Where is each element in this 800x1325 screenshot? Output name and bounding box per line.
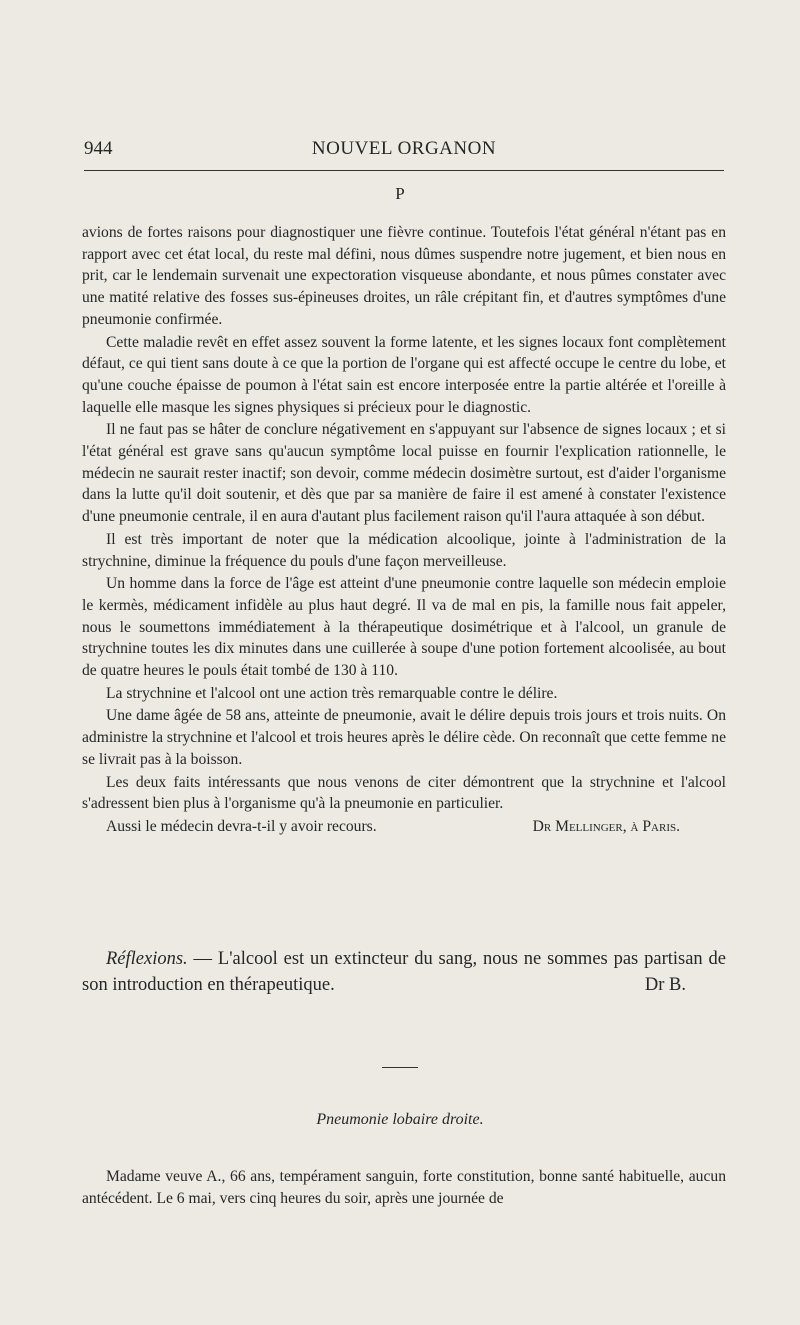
section-divider xyxy=(382,1067,418,1068)
page-number: 944 xyxy=(84,138,113,159)
paragraph: Madame veuve A., 66 ans, tempérament sanguin, forte constitution, bonne santé habituelle, aucun antécédent. Le 6 mai, vers cinq heures du soir, après une journée de xyxy=(82,1168,726,1207)
paragraph: Cette maladie revêt en effet assez souvent la forme latente, et les signes locaux font complètement défaut, ce qui tient sans doute à ce que la portion de l'organe qui est affecté occupe le centre du lobe, et qu'une couche épaisse de poumon à l'état sain est encore interposée entre la partie altérée et l'oreille à laquelle elle masque les signes physiques si précieux pour le diagnostic. xyxy=(82,333,726,416)
paragraph: Une dame âgée de 58 ans, atteinte de pneumonie, avait le délire depuis trois jours et trois nuits. On administre la strychnine et l'alcool et trois heures après le délire cède. On reconnaît que cette femme ne se livrait pas à la boisson. xyxy=(82,707,726,768)
running-title: NOUVEL ORGANON xyxy=(311,138,497,159)
section-letter: P xyxy=(395,184,405,203)
closing-line xyxy=(82,816,726,838)
paragraph: Il ne faut pas se hâter de conclure négativement en s'appuyant sur l'absence de signes locaux ; et si l'état général est grave sans qu'aucun symptôme local puisse en fournir l'explication rationnelle, le médecin ne saurait rester inactif; son devoir, comme médecin dosimètre surtout, est d'aider l'organisme dans la lutte qu'il doit soutenir, et dès que par sa manière de faire il est amené à constater l'existence d'une pneumonie centrale, il en aura d'autant plus facilement raison qu'il l'aura attaquée à son début. xyxy=(82,421,726,526)
reflexions-lead: Réflexions. xyxy=(106,949,188,969)
paragraph: Un homme dans la force de l'âge est atteint d'une pneumonie contre laquelle son médecin emploie le kermès, médicament infidèle au plus haut degré. Il va de mal en pis, la famille nous fait appeler, nous le soumettons immédiatement à la thérapeutique dosimétrique et à l'alcool, un granule de strychnine toutes les dix minutes dans une cuillerée à soupe d'une potion fortement alcoolisée, au bout de quatre heures le pouls était tombé de 130 à 110. xyxy=(82,575,726,680)
main-text xyxy=(82,222,726,838)
reflexions-note xyxy=(82,946,726,998)
header-rule xyxy=(84,170,724,171)
paragraph: La strychnine et l'alcool ont une action très remarquable contre le délire. xyxy=(106,684,558,702)
section-subheading: Pneumonie lobaire droite. xyxy=(316,1111,484,1128)
paragraph: Les deux faits intéressants que nous venons de citer démontrent que la strychnine et l'alcool s'adressent bien plus à l'organisme qu'à la pneumonie en particulier. xyxy=(82,773,726,813)
paragraph: avions de fortes raisons pour diagnostiquer une fièvre continue. Toutefois l'état général n'étant pas en rapport avec cet état local, du reste mal défini, nous dûmes suspendre notre jugement, et bien nous en prit, car le lendemain survenait une expectoration visqueuse abondante, et nous pûmes constater avec une matité relative des fosses sus-épineuses droites, un râle crépitant fin, et d'autres symptômes d'une pneumonie confirmée. xyxy=(82,224,726,328)
paragraph: Il est très important de noter que la médication alcoolique, jointe à l'administration de la strychnine, diminue la fréquence du pouls d'une façon merveilleuse. xyxy=(82,530,726,570)
reflexions-signature: Dr B. xyxy=(644,975,686,995)
author-signature: Dr Mellinger, à Paris. xyxy=(532,817,680,835)
page-header xyxy=(84,138,724,168)
reflexions-text: — L'alcool est un extincteur du sang, nous ne sommes pas partisan de son introduction en thérapeutique. xyxy=(82,949,726,995)
closing-text: Aussi le médecin devra-t-il y avoir recours. xyxy=(106,817,377,835)
